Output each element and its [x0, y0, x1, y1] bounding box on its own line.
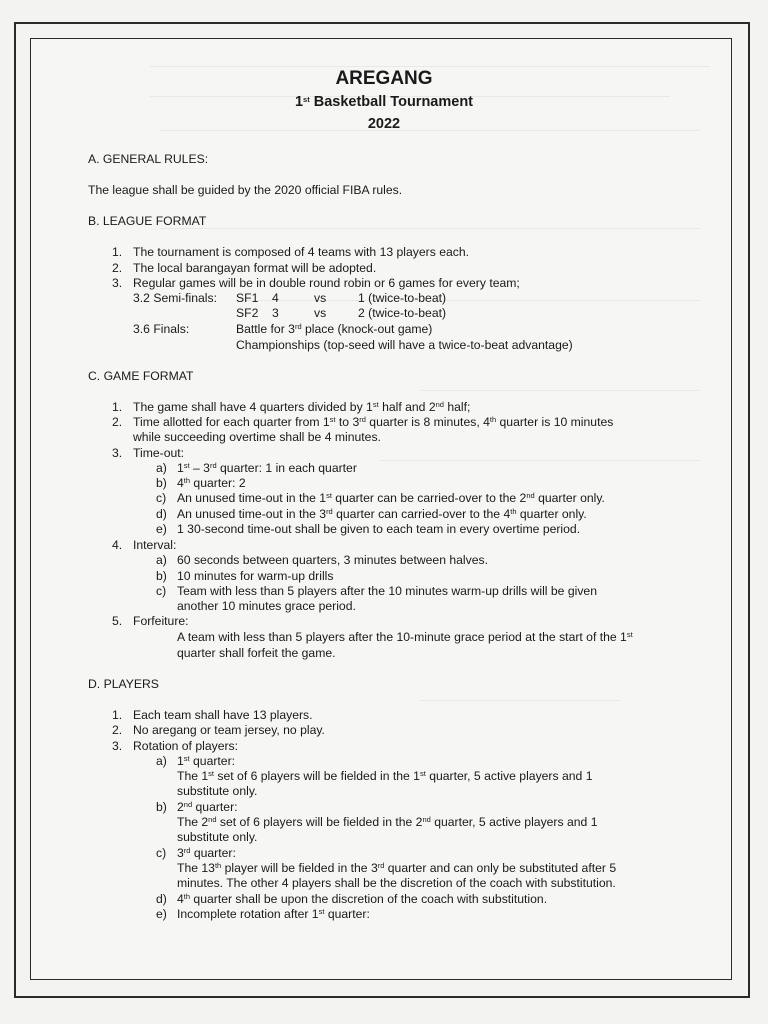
sub-marker: d)	[156, 892, 167, 906]
finals-line-2: Championships (top-seed will have a twice-to-beat advantage)	[236, 338, 573, 352]
timeout-d	[177, 507, 587, 522]
game-item-2-g: quarter is 10 minutes	[496, 415, 614, 429]
list-marker: 3.	[112, 739, 123, 753]
rotation-c-line-2: minutes. The other 4 players shall be the discretion of the coach with substitution.	[177, 876, 616, 890]
sf1-team: SF1	[236, 291, 259, 305]
forfeit-line-2: quarter shall forfeit the game.	[177, 646, 336, 660]
timeout-c-2: st	[326, 491, 332, 500]
timeout-a-2: st	[183, 461, 190, 470]
timeout-e: 1 30-second time-out shall be given to each team in every overtime period.	[177, 522, 581, 536]
players-item-2: No aregang or team jersey, no play.	[133, 723, 325, 737]
game-item-3: Time-out:	[133, 446, 185, 460]
sub-marker: b)	[156, 800, 167, 814]
sf1-vs: vs	[314, 291, 327, 305]
sf1-opponent: 1 (twice-to-beat)	[358, 291, 447, 305]
game-item-1-c: half and 2	[378, 400, 436, 414]
timeout-b-2: th	[183, 476, 191, 485]
rotation-a-heading	[177, 754, 235, 769]
game-item-2	[133, 415, 613, 430]
rot-c-1-c: player will be fielded in the 3	[221, 861, 378, 875]
timeout-d-2: rd	[326, 507, 333, 516]
sub-marker: e)	[156, 907, 167, 921]
timeout-c-1: An unused time-out in the 1	[177, 491, 327, 505]
rot-c-1-e: quarter and can only be substituted after 5	[384, 861, 617, 875]
sub-marker: a)	[156, 553, 167, 567]
rot-e-1: Incomplete rotation after 1	[177, 907, 319, 921]
timeout-c	[177, 491, 605, 506]
list-marker: 1.	[112, 708, 123, 722]
rot-c-h-3: quarter:	[190, 846, 236, 860]
sub-marker: c)	[156, 846, 167, 860]
game-item-2-line-2: while succeeding overtime shall be 4 minutes.	[133, 430, 381, 444]
rot-b-1-a: The 2	[177, 815, 209, 829]
rot-a-1-d: st	[419, 769, 426, 778]
rot-d-2: th	[183, 892, 191, 901]
game-item-1-e: half;	[443, 400, 471, 414]
event-title-pre: 1	[294, 94, 304, 110]
players-item-3: Rotation of players:	[133, 739, 239, 753]
event-title-sup: st	[303, 95, 310, 104]
semi-finals-label: 3.2 Semi-finals:	[133, 291, 217, 305]
section-heading-players: D. PLAYERS	[88, 677, 159, 691]
game-item-1-a: The game shall have 4 quarters divided by 1	[133, 400, 373, 414]
rot-b-1-b: nd	[208, 815, 217, 824]
rot-d-1: 4	[177, 892, 184, 906]
sub-marker: c)	[156, 584, 167, 598]
rot-a-1-c: set of 6 players will be fielded in the 1	[214, 769, 420, 783]
list-marker: 4.	[112, 538, 123, 552]
section-heading-game-format: C. GAME FORMAT	[88, 369, 194, 383]
org-title: AREGANG	[335, 68, 433, 89]
rotation-a-line-1	[177, 769, 592, 784]
rotation-c-heading	[177, 846, 236, 861]
game-item-2-e: quarter is 8 minutes, 4	[365, 415, 490, 429]
rot-e-3: quarter:	[324, 907, 370, 921]
rotation-b-line-1	[177, 815, 597, 830]
rot-c-1-d: rd	[377, 861, 385, 870]
rot-b-1-d: nd	[422, 815, 431, 824]
league-item-2: The local barangayan format will be adopted.	[133, 261, 377, 275]
players-item-1: Each team shall have 13 players.	[133, 708, 313, 722]
rotation-c-line-1	[177, 861, 616, 876]
rot-c-h-1: 3	[177, 846, 184, 860]
interval-c-line-1: Team with less than 5 players after the 10 minutes warm-up drills will be given	[177, 584, 597, 598]
list-marker: 2.	[112, 415, 123, 429]
sub-marker: e)	[156, 522, 167, 536]
forfeit-line-1	[177, 630, 633, 645]
rotation-d	[177, 892, 547, 907]
timeout-a-5: quarter: 1 in each quarter	[216, 461, 357, 475]
timeout-a-4: rd	[209, 461, 217, 470]
timeout-c-4: nd	[526, 491, 535, 500]
rot-a-1-b: st	[208, 769, 215, 778]
game-item-2-f: th	[489, 415, 497, 424]
event-year: 2022	[367, 116, 401, 132]
game-item-5: Forfeiture:	[133, 614, 189, 628]
timeout-d-1: An unused time-out in the 3	[177, 507, 327, 521]
rot-d-3: quarter shall be upon the discretion of the coach with substitution.	[190, 892, 548, 906]
league-item-1: The tournament is composed of 4 teams with 13 players each.	[133, 245, 470, 259]
sub-marker: a)	[156, 461, 167, 475]
rot-a-h-1: 1	[177, 754, 184, 768]
forfeit-line-1-sup: st	[626, 630, 633, 639]
game-item-2-c: to 3	[335, 415, 360, 429]
finals-line-1-a: Battle for 3	[236, 322, 295, 336]
list-marker: 5.	[112, 614, 123, 628]
list-marker: 3.	[112, 276, 123, 290]
sub-marker: a)	[156, 754, 167, 768]
rot-c-1-b: th	[214, 861, 222, 870]
rot-b-h-3: quarter:	[192, 800, 238, 814]
rot-b-h-2: nd	[183, 800, 193, 809]
list-marker: 3.	[112, 446, 123, 460]
rotation-a-line-2: substitute only.	[177, 784, 258, 798]
rot-e-2: st	[318, 907, 325, 916]
timeout-d-4: th	[510, 507, 517, 516]
timeout-c-5: quarter only.	[534, 491, 605, 505]
sf2-vs: vs	[314, 306, 327, 320]
finals-line-1-b: place (knock-out game)	[301, 322, 433, 336]
game-item-1	[133, 400, 470, 415]
finals-line-1	[236, 322, 432, 337]
sf2-seed: 3	[272, 306, 279, 320]
rot-c-1-a: The 13	[177, 861, 215, 875]
rot-a-1-a: The 1	[177, 769, 209, 783]
timeout-b	[177, 476, 246, 491]
game-item-4: Interval:	[133, 538, 177, 552]
game-item-1-d: nd	[435, 400, 444, 409]
timeout-a-3: – 3	[189, 461, 210, 475]
rot-b-1-e: quarter, 5 active players and 1	[430, 815, 598, 829]
timeout-d-5: quarter only.	[516, 507, 587, 521]
game-item-1-b: st	[372, 400, 379, 409]
general-rules-text: The league shall be guided by the 2020 official FIBA rules.	[88, 183, 403, 197]
rot-b-1-c: set of 6 players will be fielded in the 2	[216, 815, 423, 829]
interval-c-line-2: another 10 minutes grace period.	[177, 599, 356, 613]
timeout-a	[177, 461, 357, 476]
event-title-post: Basketball Tournament	[309, 94, 474, 110]
timeout-c-3: quarter can be carried-over to the 2	[331, 491, 527, 505]
sub-marker: d)	[156, 507, 167, 521]
rot-a-h-3: quarter:	[189, 754, 236, 768]
timeout-d-3: quarter can carried-over to the 4	[332, 507, 511, 521]
forfeit-line-1-a: A team with less than 5 players after the 10-minute grace period at the start of the 1	[177, 630, 627, 644]
finals-line-1-sup: rd	[294, 322, 302, 331]
sub-marker: c)	[156, 491, 167, 505]
list-marker: 1.	[112, 245, 123, 259]
league-item-3: Regular games will be in double round robin or 6 games for every team;	[133, 276, 520, 290]
section-heading-league-format: B. LEAGUE FORMAT	[88, 214, 207, 228]
timeout-b-1: 4	[177, 476, 184, 490]
list-marker: 1.	[112, 400, 123, 414]
timeout-a-1: 1	[177, 461, 184, 475]
game-item-2-d: rd	[359, 415, 366, 424]
rot-a-h-2: st	[183, 754, 190, 763]
timeout-b-3: quarter: 2	[190, 476, 246, 490]
rotation-b-line-2: substitute only.	[177, 830, 258, 844]
interval-b: 10 minutes for warm-up drills	[177, 569, 334, 583]
sf2-opponent: 2 (twice-to-beat)	[358, 306, 447, 320]
list-marker: 2.	[112, 723, 123, 737]
rot-a-1-e: quarter, 5 active players and 1	[425, 769, 593, 783]
rotation-e	[177, 907, 370, 922]
sub-marker: b)	[156, 569, 167, 583]
finals-label: 3.6 Finals:	[133, 322, 190, 336]
section-heading-general-rules: A. GENERAL RULES:	[88, 152, 209, 166]
game-item-2-a: Time allotted for each quarter from 1	[133, 415, 330, 429]
rotation-b-heading	[177, 800, 238, 815]
sf2-team: SF2	[236, 306, 259, 320]
interval-a: 60 seconds between quarters, 3 minutes between halves.	[177, 553, 488, 567]
rot-c-h-2: rd	[183, 846, 191, 855]
game-item-2-b: st	[329, 415, 336, 424]
list-marker: 2.	[112, 261, 123, 275]
sf1-seed: 4	[272, 291, 279, 305]
event-title	[0, 94, 768, 110]
rot-b-h-1: 2	[177, 800, 184, 814]
sub-marker: b)	[156, 476, 167, 490]
